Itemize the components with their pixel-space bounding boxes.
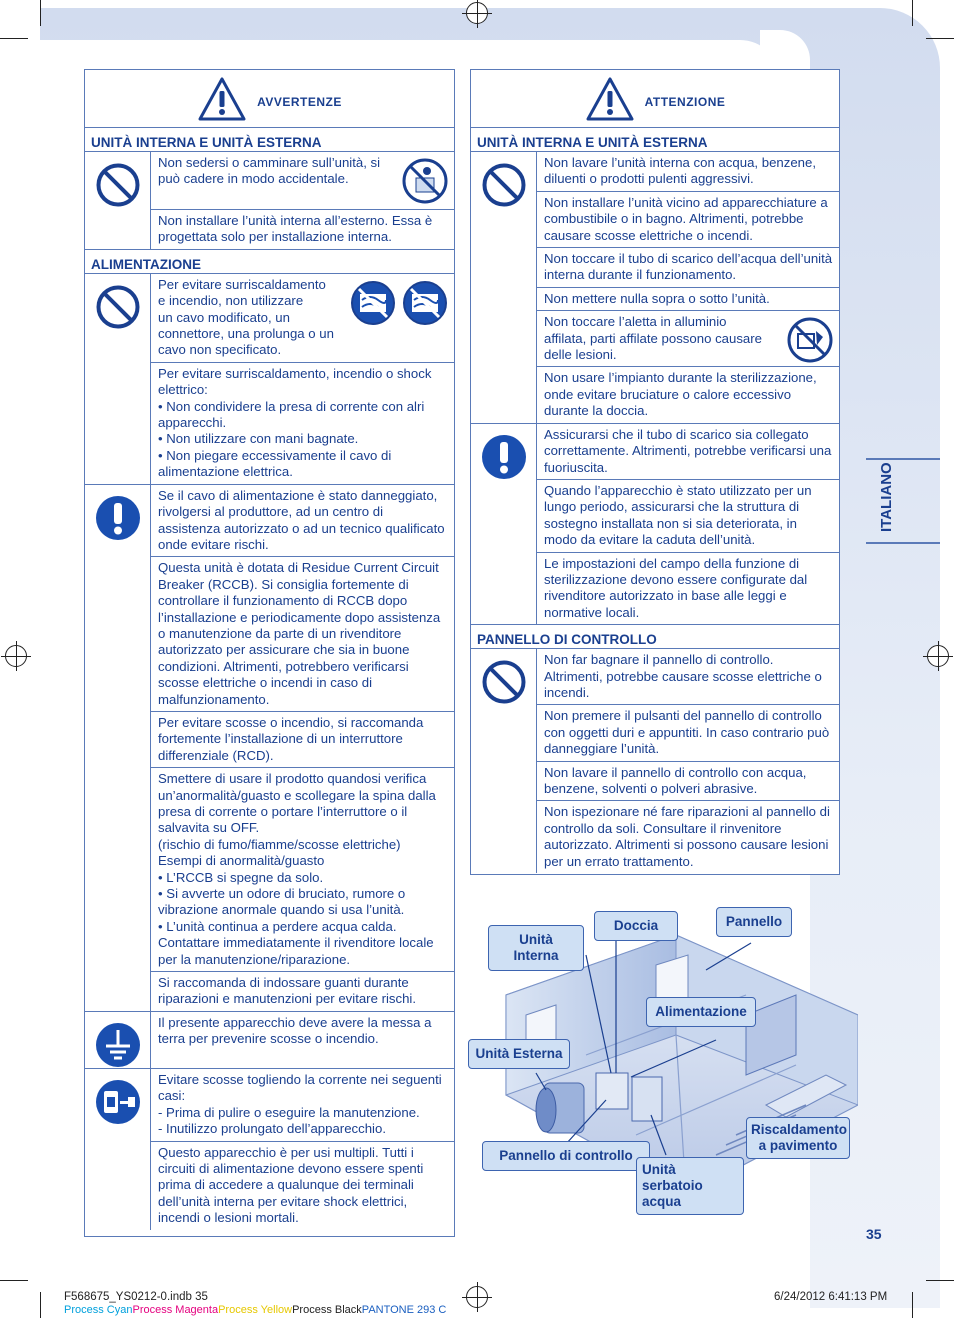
registration-mark	[5, 645, 27, 667]
notice-text: Quando l’apparecchio è stato utilizzato per un lungo periodo, assicurarsi che la struttura di sostegno installata non si sia deteriorata, in modo da evitare la caduta dell’unità.	[537, 480, 839, 553]
crop-mark	[926, 1280, 954, 1281]
notice-text: Si raccomanda di indossare guanti durante riparazioni e manutenzioni per evitare rischi.	[158, 975, 417, 1007]
label-doccia: Doccia	[594, 911, 678, 941]
crop-mark	[912, 1292, 913, 1318]
process-color-label: Process Yellow	[218, 1304, 293, 1316]
crop-mark	[0, 1280, 28, 1281]
caution-header	[471, 70, 839, 128]
footer-file: F568675_YS0212-0.indb 35	[64, 1291, 208, 1303]
notice-text: Le impostazioni del campo della funzione di sterilizzazione devono essere configurate dal rivenditore autorizzato in base alle leggi e normative locali.	[544, 555, 808, 620]
mandatory-icon	[471, 424, 537, 624]
crop-mark	[912, 0, 913, 26]
prohibition-icon	[471, 649, 537, 873]
notice-group	[471, 152, 839, 424]
section-title: UNITÀ INTERNA E UNITÀ ESTERNA	[471, 128, 839, 152]
notice-text: Questa unità è dotata di Residue Current Circuit Breaker (RCCB). Si consiglia fortemente di controllare il funzionamento di RCCB dopo l’installazione e periodicamente dopo assistenza o manutenzione da parte di un rivenditore autorizzato per assicurare che sia in buone condizioni. Altrimenti, potrebbero verificarsi scosse elettriche o incendi in caso di malfunzionamento.	[151, 557, 454, 712]
crop-mark	[0, 38, 28, 39]
safety-pictogram	[402, 158, 448, 204]
label-alimentazione: Alimentazione	[646, 997, 756, 1027]
process-color-label: PANTONE 293 C	[361, 1304, 447, 1316]
prohibition-icon	[471, 152, 537, 423]
process-color-label: Process Cyan	[64, 1304, 133, 1316]
process-color-label: Process Black	[292, 1304, 362, 1316]
crop-mark	[40, 0, 41, 26]
notice-text: Non toccare l’aletta in alluminio affilata, parti affilate possono causare delle lesioni.	[537, 311, 839, 367]
notice-text: Non ispezionare né fare riparazioni al pannello di controllo da soli. Consultare il rinvenitore autorizzato. Altrimenti si possono causare lesioni per un errato trattamento.	[544, 804, 830, 869]
notice-text: Non lavare l’unità interna con acqua, benzene, diluenti o prodotti pulenti aggressivi.	[537, 152, 839, 192]
notice-group	[85, 152, 454, 250]
notice-text: Per evitare scosse o incendio, si raccomanda fortemente l’installazione di un interruttore differenziale (RCD).	[151, 712, 454, 768]
unplug-icon	[85, 1069, 151, 1230]
language-tab	[866, 458, 940, 544]
prohibition-icon	[85, 274, 151, 484]
label-unita-esterna: Unità Esterna	[468, 1039, 570, 1069]
safety-pictogram	[350, 280, 448, 326]
notice-text: Non toccare il tubo di scarico dell’acqua dell’unità interna durante il funzionamento.	[537, 248, 839, 288]
notice-text: Questo apparecchio è per usi multipli. Tutti i circuiti di alimentazione devono essere spenti prima di accedere a qualunque dei terminali dell’unità interna per evitare shock elettrici, incendi o lesioni mortali.	[158, 1144, 424, 1226]
notice-text: Non lavare il pannello di controllo con acqua, benzene, solventi o polveri abrasive.	[537, 762, 839, 802]
house-diagram	[466, 905, 858, 1209]
notice-text: Non usare l’impianto durante la sterilizzazione, onde evitare bruciature o calore eccessivo durante la doccia.	[544, 370, 817, 419]
warnings-header	[85, 70, 454, 128]
ground-icon	[85, 1012, 151, 1068]
registration-mark	[466, 1286, 488, 1308]
notice-text: Per evitare surriscaldamento, incendio o shock elettrico: • Non condividere la presa di corrente con alri apparecchi. • Non utilizzare con mani bagnate. • Non piegare eccessivamente il cavo di alimentazione elettrica.	[158, 365, 432, 480]
notice-text: Smettere di usare il prodotto quandosi verifica un’anormalità/guasto e scollegare la spina dalla presa di corrente o portare l’interruttore o il salvavita su OFF. (rischio di fumo/fiamme/scosse elettriche) Esempi di anormalità/guasto • L’RCCB si spegne da solo. • Si avverte un odore di bruciato, rumore o vibrazione anormale quando si usa l’unità. • L’unità continua a perdere acqua calda. Contattare immediatamente il rivenditore locale per la manutenzione/riparazione.	[151, 768, 454, 972]
notice-text: Per evitare surriscaldamento e incendio, non utilizzare un cavo modificato, un connettore, una prolunga o un cavo non specificato.	[151, 274, 454, 363]
warning-triangle-icon	[585, 76, 635, 122]
safety-pictogram	[787, 317, 833, 363]
label-riscaldamento: Riscaldamento a pavimento	[746, 1117, 850, 1159]
caution-title: ATTENZIONE	[644, 94, 726, 109]
warnings-title: AVVERTENZE	[257, 94, 342, 109]
caution-column	[470, 69, 840, 875]
notice-text: Il presente apparecchio deve avere la messa a terra per prevenire scosse o incendio.	[158, 1014, 432, 1047]
notice-group	[85, 274, 454, 485]
warnings-column	[84, 69, 455, 1237]
section-title: UNITÀ INTERNA E UNITÀ ESTERNA	[85, 128, 454, 152]
crop-mark	[926, 38, 954, 39]
notice-text: Non installare l’unità vicino ad apparecchiature a combustibile o in bagno. Altrimenti, potrebbe causare scosse elettriche o incendi.	[537, 192, 839, 248]
label-unita-interna: Unità Interna	[488, 925, 584, 971]
crop-mark	[40, 1292, 41, 1318]
mandatory-icon	[85, 485, 151, 1011]
label-pannello: Pannello	[716, 907, 792, 937]
notice-text: Assicurarsi che il tubo di scarico sia collegato correttamente. Altrimenti, potrebbe verificarsi una fuoriuscita.	[537, 424, 839, 480]
registration-mark	[927, 645, 949, 667]
section-title: ALIMENTAZIONE	[85, 250, 454, 274]
notice-text: Non far bagnare il pannello di controllo. Altrimenti, potrebbe causare scosse elettriche o incendi.	[537, 649, 839, 705]
notice-group	[471, 649, 839, 873]
notice-text: Se il cavo di alimentazione è stato danneggiato, rivolgersi al produttore, ad un centro di assistenza autorizzato o ad un tecnico qualificato onde evitare rischi.	[151, 485, 454, 558]
notice-group	[85, 485, 454, 1012]
process-color-label: Process Magenta	[132, 1304, 219, 1316]
section-title: PANNELLO DI CONTROLLO	[471, 625, 839, 649]
registration-mark	[466, 2, 488, 24]
footer-date: 6/24/2012 6:41:13 PM	[774, 1291, 888, 1303]
notice-text: Non mettere nulla sopra o sotto l’unità.	[537, 288, 839, 311]
prohibition-icon	[85, 152, 151, 249]
notice-text: Non sedersi o camminare sull’unità, si può cadere in modo accidentale.	[151, 152, 454, 210]
warning-triangle-icon	[197, 76, 247, 122]
notice-group	[85, 1069, 454, 1230]
notice-text: Non premere il pulsanti del pannello di controllo con oggetti duri e appuntiti. In caso contrario può danneggiare l’unità.	[537, 705, 839, 761]
notice-group	[471, 424, 839, 625]
notice-text: Non installare l’unità interna all’esterno. Essa è progettata solo per installazione interna.	[158, 213, 433, 245]
label-pannello-controllo: Pannello di controllo	[482, 1141, 650, 1171]
footer-process-colors	[64, 1304, 446, 1316]
notice-text: Evitare scosse togliendo la corrente nei seguenti casi: - Prima di pulire o eseguire la manutenzione. - Inutilizzo prolungato dell’apparecchio.	[151, 1069, 454, 1142]
notice-group	[85, 1012, 454, 1069]
page-number: 35	[866, 1226, 882, 1242]
label-serbatoio: Unità serbatoio acqua	[636, 1157, 744, 1215]
language-label: ITALIANO	[878, 462, 895, 532]
